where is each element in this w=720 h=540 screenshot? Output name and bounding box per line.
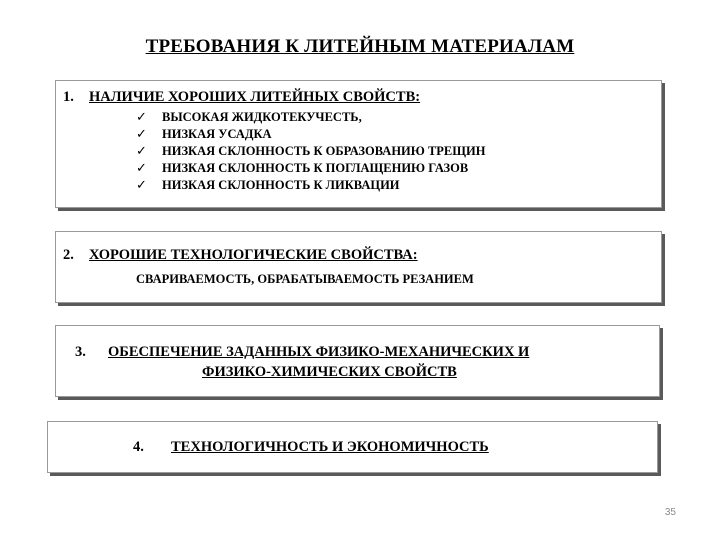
list-item (136, 177, 485, 194)
section-1-box (55, 80, 662, 208)
list-item-text: НИЗКАЯ СКЛОННОСТЬ К ПОГЛАЩЕНИЮ ГАЗОВ (162, 161, 469, 175)
check-mark-icon: ✓ (136, 110, 147, 125)
check-mark-icon: ✓ (136, 144, 147, 159)
list-item-text: НИЗКАЯ УСАДКА (162, 127, 272, 141)
check-mark-icon: ✓ (136, 178, 147, 193)
section-1-number: 1. (63, 89, 74, 105)
section-2-box (55, 231, 662, 303)
list-item (136, 160, 485, 177)
section-1-heading (63, 89, 420, 106)
section-3-line-2 (202, 364, 457, 381)
section-3-line-2-text: ФИЗИКО-ХИМИЧЕСКИХ СВОЙСТВ (202, 364, 457, 380)
section-2-heading-text: ХОРОШИЕ ТЕХНОЛОГИЧЕСКИЕ СВОЙСТВА: (89, 247, 418, 263)
section-4-heading (133, 439, 489, 456)
section-4-box (47, 421, 658, 473)
section-4-number: 4. (133, 439, 144, 455)
page-number: 35 (664, 507, 676, 518)
section-2-number: 2. (63, 247, 74, 263)
section-3-line-1-text: ОБЕСПЕЧЕНИЕ ЗАДАННЫХ ФИЗИКО-МЕХАНИЧЕСКИХ И (108, 344, 530, 360)
section-1-list (136, 109, 485, 194)
section-3-number: 3. (75, 344, 86, 360)
check-mark-icon: ✓ (136, 161, 147, 176)
list-item-text: НИЗКАЯ СКЛОННОСТЬ К ОБРАЗОВАНИЮ ТРЕЩИН (162, 144, 486, 158)
list-item (136, 126, 485, 143)
list-item-text: ВЫСОКАЯ ЖИДКОТЕКУЧЕСТЬ, (162, 110, 362, 124)
list-item (136, 143, 485, 160)
section-1-heading-text: НАЛИЧИЕ ХОРОШИХ ЛИТЕЙНЫХ СВОЙСТВ: (89, 89, 421, 105)
slide-title: ТРЕБОВАНИЯ К ЛИТЕЙНЫМ МАТЕРИАЛАМ (145, 36, 575, 57)
section-4-heading-text: ТЕХНОЛОГИЧНОСТЬ И ЭКОНОМИЧНОСТЬ (171, 439, 489, 455)
section-3-box (55, 325, 660, 397)
section-2-heading (63, 247, 418, 264)
list-item (136, 109, 485, 126)
list-item-text: НИЗКАЯ СКЛОННОСТЬ К ЛИКВАЦИИ (162, 178, 400, 192)
check-mark-icon: ✓ (136, 127, 147, 142)
section-2-detail: СВАРИВАЕМОСТЬ, ОБРАБАТЫВАЕМОСТЬ РЕЗАНИЕМ (136, 272, 474, 286)
section-3-line-1 (75, 344, 529, 361)
